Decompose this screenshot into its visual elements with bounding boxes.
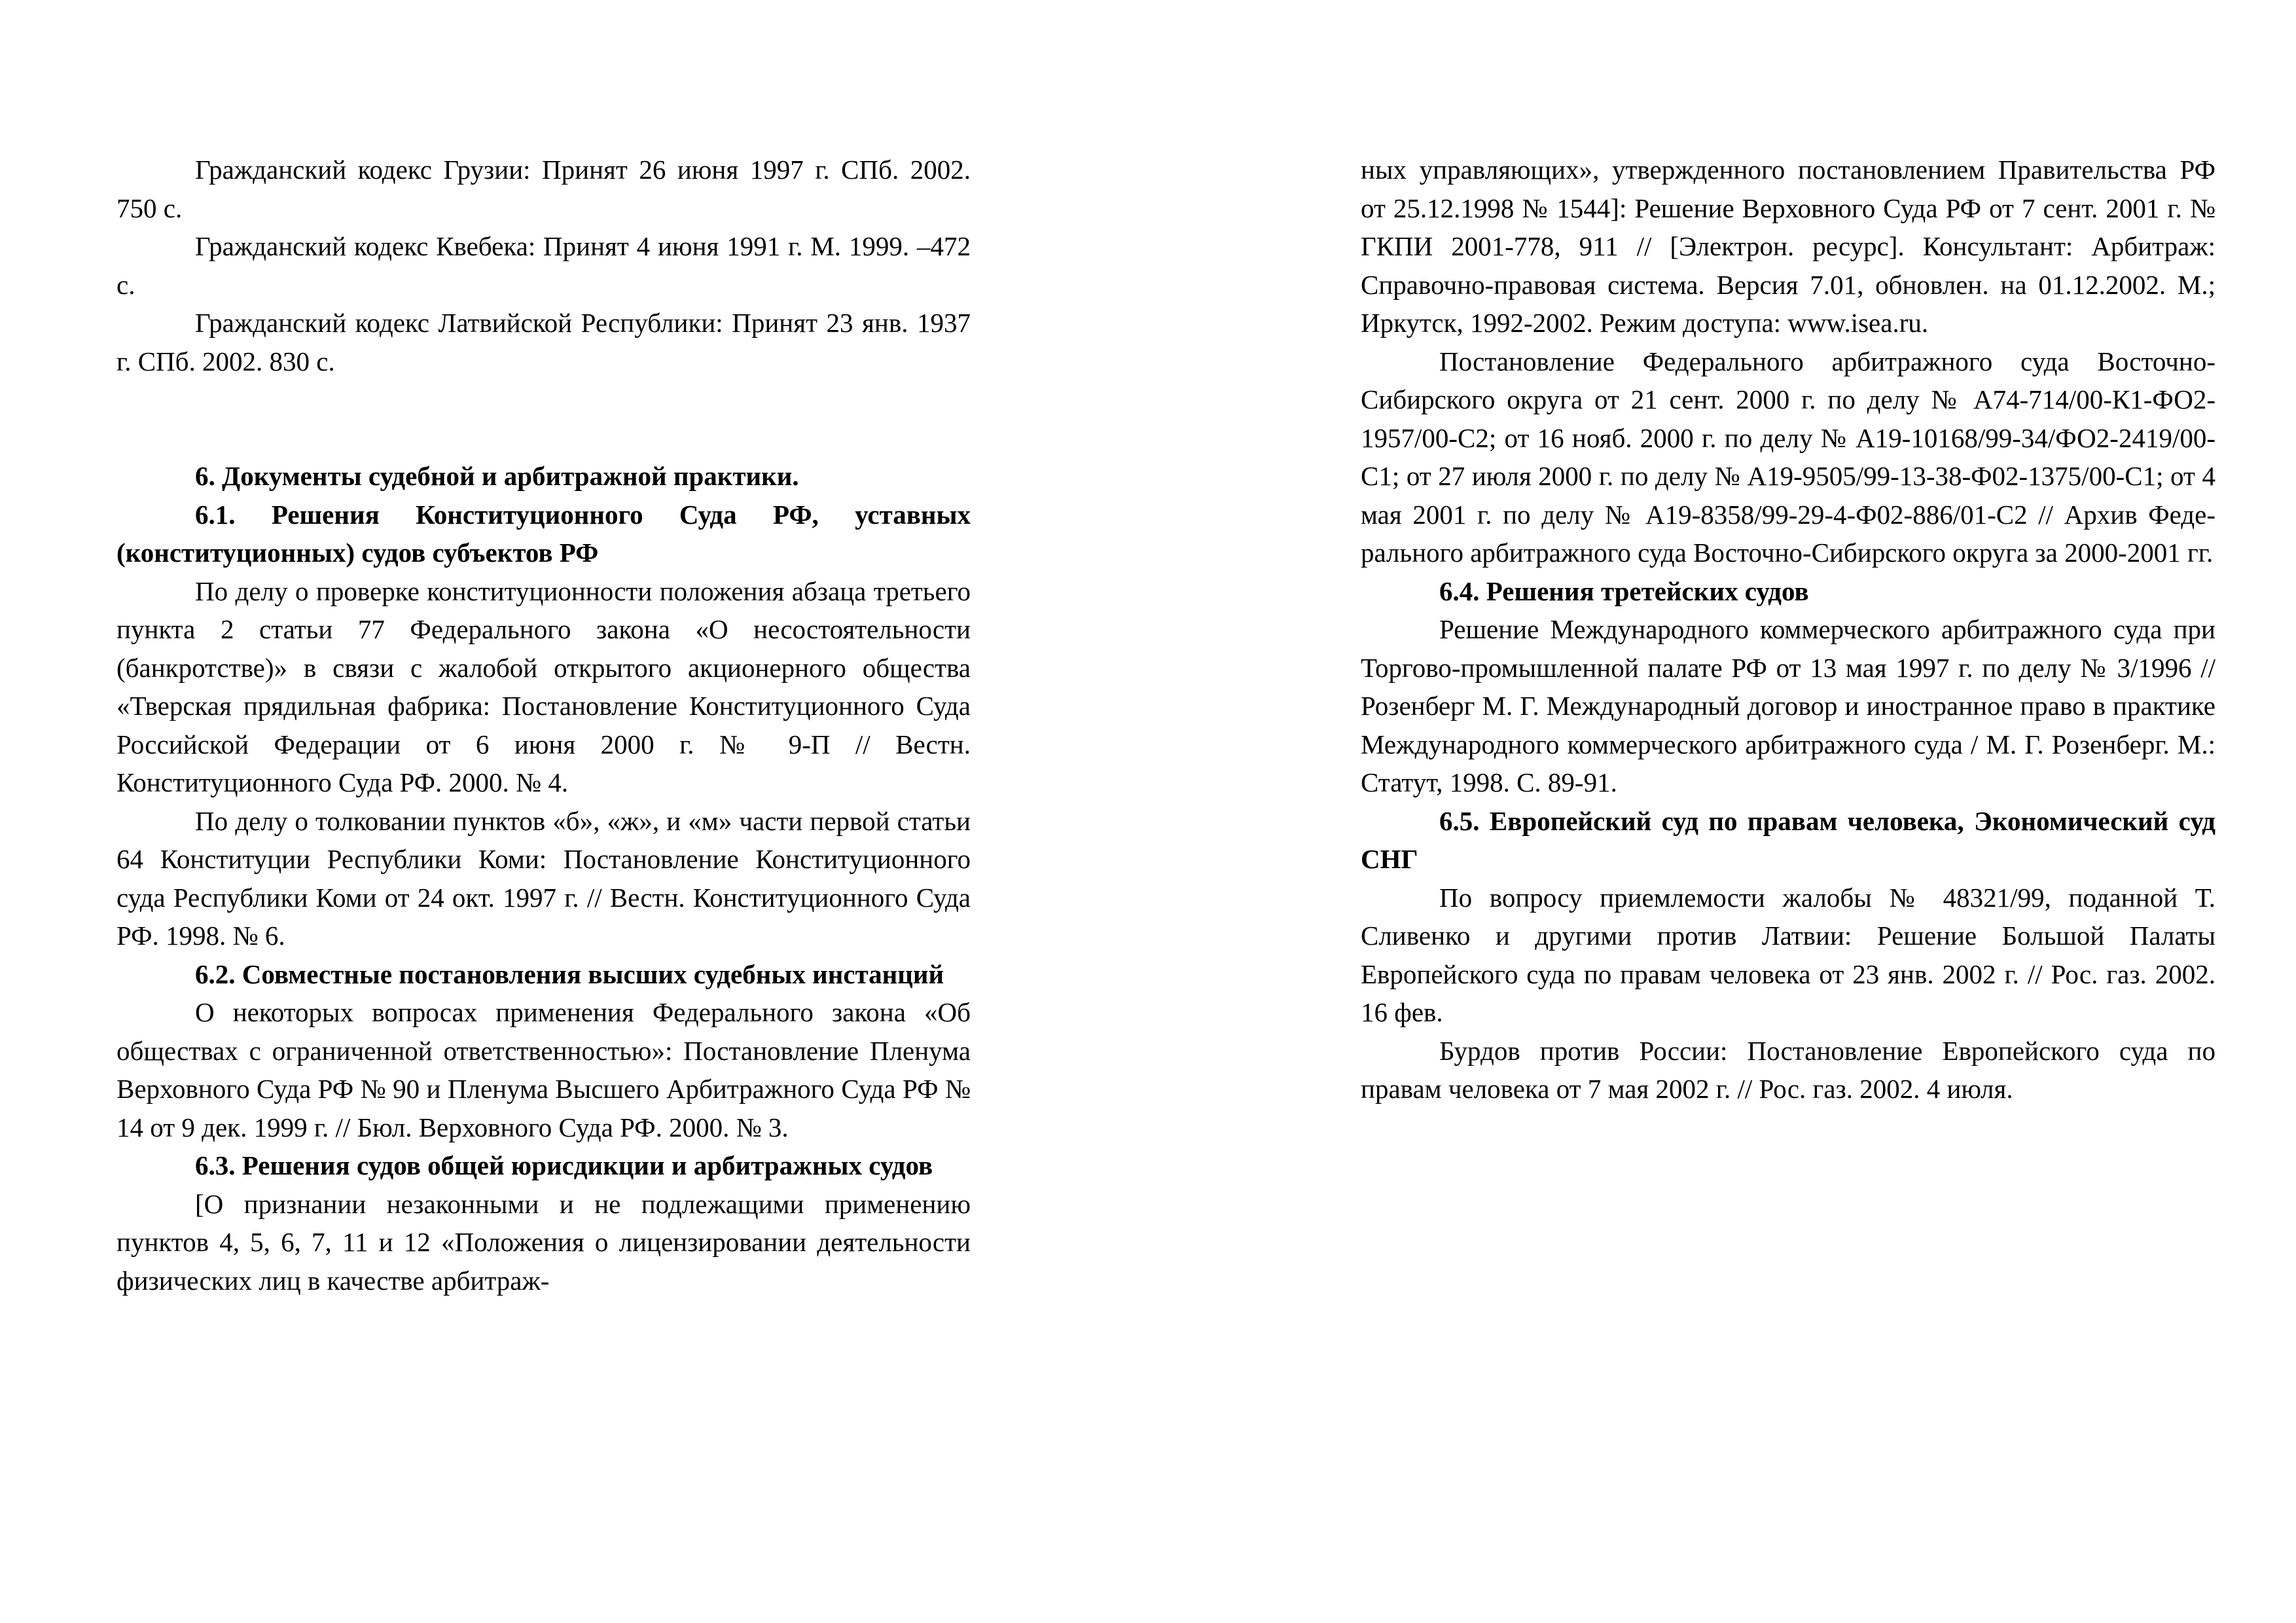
section-6-5-heading: 6.5. Европейский суд по правам человека, Экономический суд СНГ (1361, 805, 2215, 874)
section-6-3-entry: Постановление Федерального арбитражного суда Восточно-Сибирского округа от 21 сент. 2000 г. по делу № А74-714/00-К1-ФО2-1957/00-С2; от 16 нояб. 2000 г. по делу № А19-10168/99-34/ФО2-2419/00-С1; от 27 июля 2000 г. по делу № А19-9505/99-13-38-Ф02-1375/00-С1; от 4 мая 2001 г. по делу № А19-8358/99-29-4-Ф02-886/01-С2 // Архив Федерального арбитражного суда Восточно-Сибирского округа за 2000-2001 гг. (1361, 346, 2215, 568)
left-page (117, 151, 971, 1300)
section-6-1-entry: По делу о проверке конституционности положения абзаца третьего пункта 2 статьи 77 Федерального закона «О несостоятельности (банкротстве)» в связи с жалобой открытого акционерного общества «Тверская прядильная фабрика: Постановление Конституционного Суда Российской Федерации от 6 июня 2000 г. № 9-П // Вестн. Конституционного Суда РФ. 2000. № 4. (117, 575, 971, 797)
right-page (1361, 151, 2215, 1108)
code-entry-quebec: Гражданский кодекс Квебека: Принят 4 июня 1991 г. М. 1999. –472 с. (117, 231, 971, 300)
section-6-4-entry: Решение Международного коммерческого арбитражного суда при Торгово-промышленной палате РФ от 13 мая 1997 г. по делу № 3/1996 // Розенберг М. Г. Международный договор и иностранное право в практике Международного коммерческого арбитражного суда / М. Г. Розенберг. М.: Статут, 1998. С. 89-91. (1361, 614, 2215, 797)
section-6-2-heading: 6.2. Совместные постановления высших судебных инстанций (195, 958, 944, 989)
section-6-5-entry: Бурдов против России: Постановление Европейского суда по правам человека от 7 мая 2002 г. // Рос. газ. 2002. 4 июля. (1361, 1035, 2215, 1104)
section-6-5-entry: По вопросу приемлемости жалобы № 48321/99, поданной Т. Сливенко и другими против Латвии: Решение Большой Палаты Европейского суда по правам человека от 23 янв. 2002 г. // Рос. газ. 2002. 16 фев. (1361, 882, 2215, 1027)
section-gap (117, 380, 971, 457)
section-6-3-heading: 6.3. Решения судов общей юрисдикции и арбитражных судов (195, 1150, 933, 1180)
section-6-heading: 6. Документы судебной и арбитражной практики. (195, 461, 799, 491)
section-6-3-entry-start: [О признании незаконными и не подлежащими применению пунктов 4, 5, 6, 7, 11 и 12 «Положения о лицензировании деятельности физических лиц в качестве арбитраж- (117, 1188, 971, 1296)
section-6-4-heading: 6.4. Решения третейских судов (1439, 575, 1809, 606)
code-entry-georgia: Гражданский кодекс Грузии: Принят 26 июня 1997 г. СПб. 2002. 750 с. (117, 155, 971, 223)
code-entry-latvia: Гражданский кодекс Латвийской Республики: Принят 23 янв. 1937 г. СПб. 2002. 830 с. (117, 308, 971, 376)
section-6-1-heading: 6.1. Решения Конституционного Суда РФ, уставных (конституционных) судов субъектов РФ (117, 499, 971, 568)
section-6-2-entry: О некоторых вопросах применения Федерального закона «Об обществах с ограниченной ответственностью»: Постановление Пленума Верховного Суда РФ № 90 и Пленума Высшего Арбитражного Суда РФ № 14 от 9 дек. 1999 г. // Бюл. Верховного Суда РФ. 2000. № 3. (117, 997, 971, 1142)
section-6-1-entry: По делу о толковании пунктов «б», «ж», и «м» части первой статьи 64 Конституции Республики Коми: Постановление Конституционного суда Республики Коми от 24 окт. 1997 г. // Вестн. Конституционного Суда РФ. 1998. № 6. (117, 805, 971, 951)
section-6-3-entry-continuation: ных управляющих», утвержденного постановлением Правительства РФ от 25.12.1998 № 1544]: Решение Верховного Суда РФ от 7 сент. 2001 г. № ГКПИ 2001-778, 911 // [Электрон. ресурс]. Консультант: Арбитраж: Справочно-правовая система. Версия 7.01, обновлен. на 01.12.2002. М.; Иркутск, 1992-2002. Режим доступа: www.isea.ru. (1361, 155, 2215, 338)
